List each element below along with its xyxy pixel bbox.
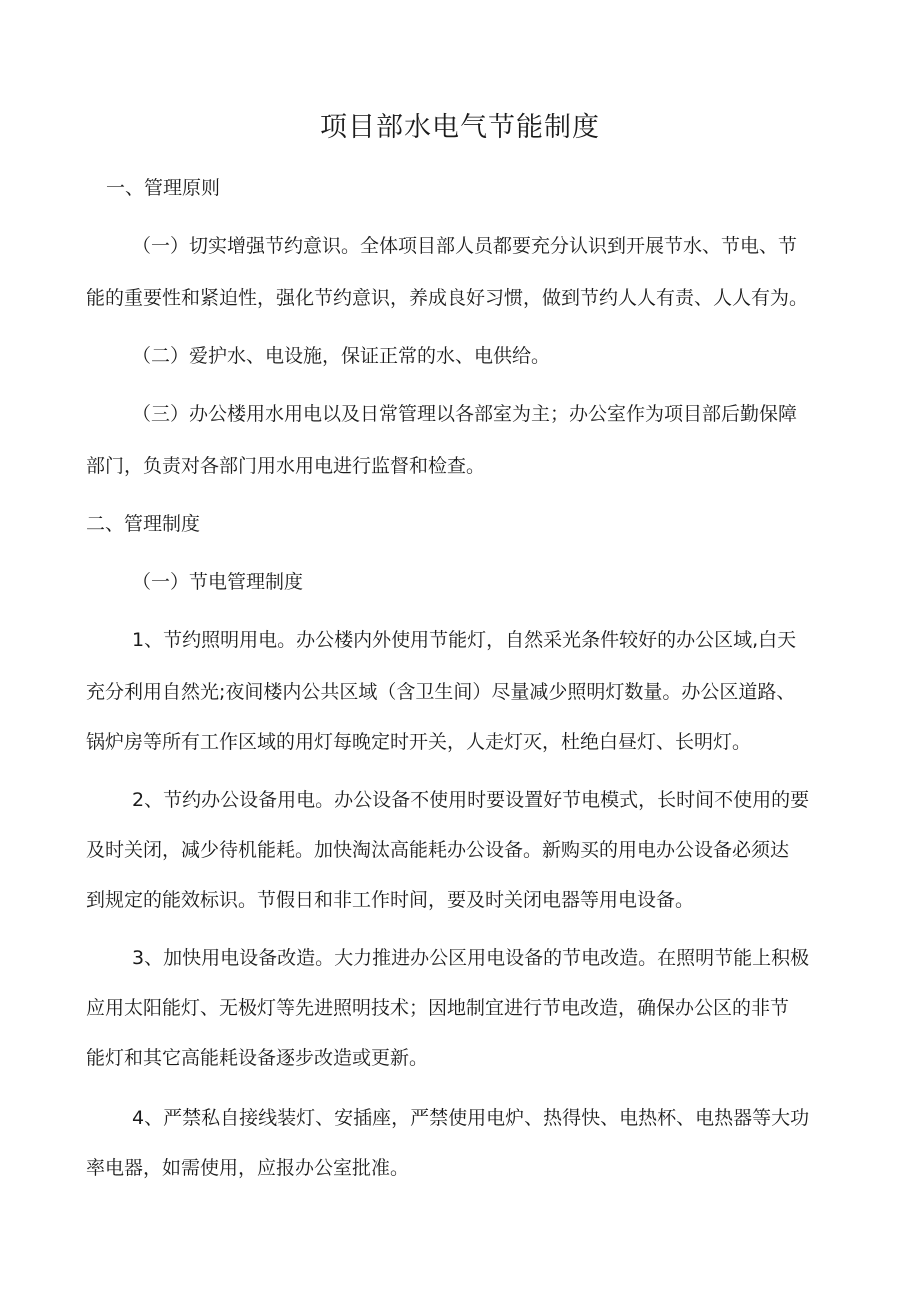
- paragraph-line: 2、节约办公设备用电。办公设备不使用时要设置好节电模式，长时间不使用的要: [132, 789, 810, 811]
- paragraph-line: 率电器，如需使用，应报办公室批准。: [86, 1157, 410, 1179]
- document-title: 项目部水电气节能制度: [320, 112, 600, 143]
- paragraph-line: （二）爱护水、电设施，保证正常的水、电供给。: [132, 345, 551, 367]
- section-heading-rules: 二、管理制度: [86, 513, 201, 535]
- paragraph-line: 应用太阳能灯、无极灯等先进照明技术；因地制宜进行节电改造，确保办公区的非节: [86, 997, 790, 1019]
- paragraph-line: 能的重要性和紧迫性，强化节约意识，养成良好习惯，做到节约人人有责、人人有为。: [86, 287, 809, 309]
- paragraph-line: 部门，负责对各部门用水用电进行监督和检查。: [86, 455, 486, 477]
- paragraph-line: （三）办公楼用水用电以及日常管理以各部室为主；办公室作为项目部后勤保障: [132, 403, 798, 425]
- paragraph-line: 3、加快用电设备改造。大力推进办公区用电设备的节电改造。在照明节能上积极: [132, 947, 810, 969]
- paragraph-line: 到规定的能效标识。节假日和非工作时间，要及时关闭电器等用电设备。: [86, 889, 695, 911]
- paragraph-line: 能灯和其它高能耗设备逐步改造或更新。: [86, 1047, 429, 1069]
- subsection-heading-electricity: （一）节电管理制度: [132, 571, 304, 593]
- paragraph-line: 1、节约照明用电。办公楼内外使用节能灯，自然采光条件较好的办公区域,白天: [132, 629, 797, 651]
- paragraph-line: 锅炉房等所有工作区域的用灯每晚定时开关，人走灯灭，杜绝白昼灯、长明灯。: [86, 731, 752, 753]
- paragraph-line: 及时关闭，减少待机能耗。加快淘汰高能耗办公设备。新购买的用电办公设备必须达: [86, 839, 790, 861]
- paragraph-line: 4、严禁私自接线装灯、安插座，严禁使用电炉、热得快、电热杯、电热器等大功: [132, 1107, 810, 1129]
- paragraph-line: 充分利用自然光;夜间楼内公共区域（含卫生间）尽量减少照明灯数量。办公区道路、: [86, 681, 796, 703]
- paragraph-line: （一）切实增强节约意识。全体项目部人员都要充分认识到开展节水、节电、节: [132, 235, 798, 257]
- section-heading-principles: 一、管理原则: [106, 177, 221, 199]
